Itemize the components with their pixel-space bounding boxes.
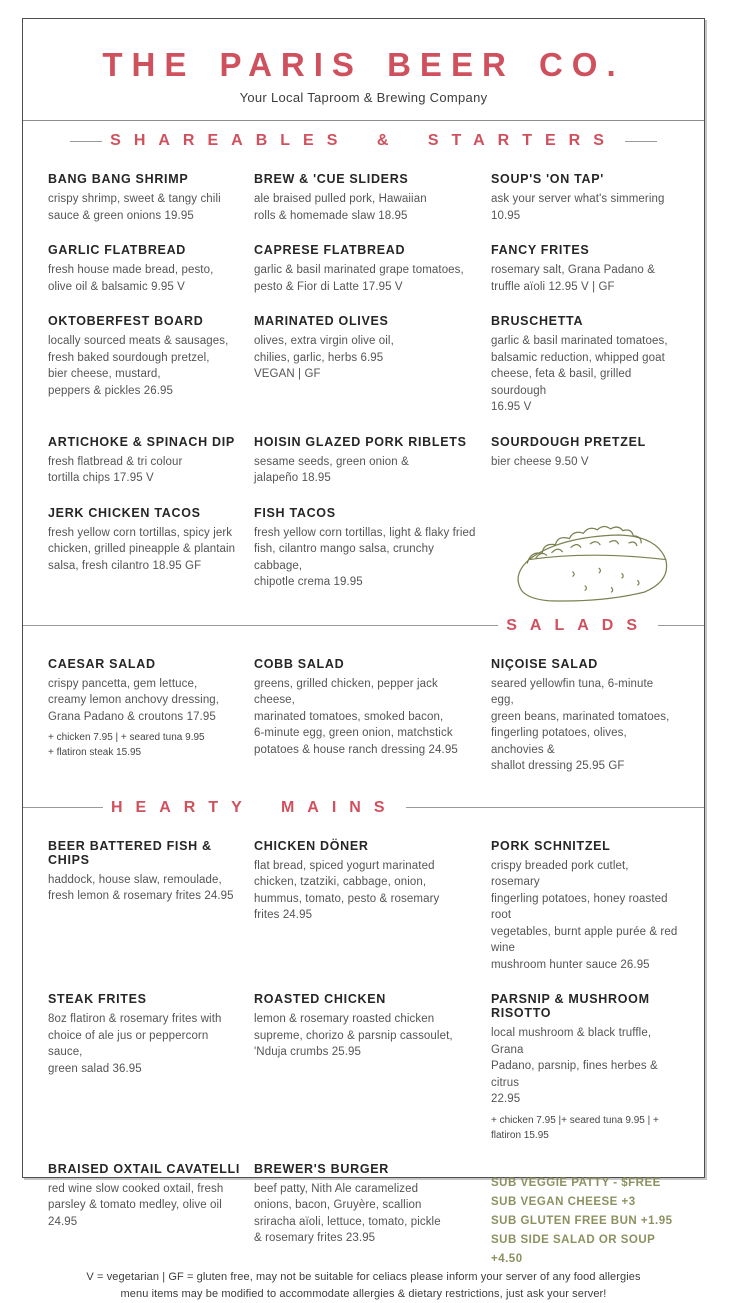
dietary-note: [23, 1269, 704, 1303]
menu-item-jerk-chicken-tacos: JERK CHICKEN TACOS fresh yellow corn tortillas, spicy jerk chicken, grilled pineapple & plantain salsa, fresh cilantro 18.95 GF: [48, 505, 236, 572]
risotto-addons: + chicken 7.95 |+ seared tuna 9.95 | + flatiron 15.95: [491, 1114, 659, 1141]
menu-item-artichoke-spinach-dip: ARTICHOKE & SPINACH DIP fresh flatbread & tri colour tortilla chips 17.95 V: [48, 434, 235, 484]
heading-rule-left: [23, 625, 498, 626]
section-title: SALADS: [506, 616, 650, 634]
menu-item-sourdough-pretzel: SOURDOUGH PRETZEL bier cheese 9.50 V: [491, 434, 646, 468]
menu-item-chicken-doner: CHICKEN DÖNER flat bread, spiced yogurt marinated chicken, tzatziki, cabbage, onion, hummus, tomato, pesto & rosemary frites 24.95: [254, 838, 440, 921]
menu-item-bruschetta: BRUSCHETTA garlic & basil marinated tomatoes, balsamic reduction, whipped goat cheese, feta & basil, grilled sourdough 16.95 V: [491, 314, 668, 413]
menu-item-roasted-chicken: ROASTED CHICKEN lemon & rosemary roasted chicken supreme, chorizo & parsnip cassoulet, 'Nduja crumbs 25.95: [254, 992, 453, 1058]
menu-item-steak-frites: STEAK FRITES 8oz flatiron & rosemary frites with choice of ale jus or peppercorn sauce, green salad 36.95: [48, 992, 222, 1075]
heading-rule-right: [406, 807, 705, 808]
menu-item-brew-cue-sliders: BREW & 'CUE SLIDERS ale braised pulled pork, Hawaiian rolls & homemade slaw 18.95: [254, 172, 427, 222]
dietary-note-line2: menu items may be modified to accommodate allergies & dietary restrictions, just ask your server!: [120, 1287, 607, 1300]
heading-rule-left: [23, 807, 103, 808]
mains-grid: [23, 839, 704, 1269]
substitutions-list: [491, 1162, 688, 1269]
section-heading-shareables: [23, 132, 704, 150]
heading-rule-left: [70, 141, 102, 142]
section-title: SHAREABLES & STARTERS: [110, 132, 617, 149]
menu-item-parsnip-mushroom-risotto: PARSNIP & MUSHROOM RISOTTO local mushroom & black truffle, Grana Padano, parsnip, fines herbes & citrus 22.95 + chicken 7.95 |+ seared tuna 9.95 | + flatiron 15.95: [491, 992, 688, 1143]
menu-item-hoisin-pork-riblets: HOISIN GLAZED PORK RIBLETS sesame seeds, green onion & jalapeño 18.95: [254, 434, 467, 484]
menu-item-caesar-salad: CAESAR SALAD crispy pancetta, gem lettuce, creamy lemon anchovy dressing, Grana Padano & croutons 17.95 + chicken 7.95 | + seared tuna 9.95 + flatiron steak 15.95: [48, 657, 254, 761]
section-heading-mains: [23, 799, 704, 817]
caesar-addons: + chicken 7.95 | + seared tuna 9.95 + flatiron steak 15.95: [48, 732, 205, 758]
sub-option: SUB GLUTEN FREE BUN +1.95: [491, 1214, 673, 1227]
section-title: HEARTY MAINS: [111, 798, 398, 816]
taco-illustration: [491, 506, 688, 606]
menu-item-nicoise-salad: NIÇOISE SALAD seared yellowfin tuna, 6-minute egg, green beans, marinated tomatoes, fingerling potatoes, olives, anchovies & shallot dressing 25.95 GF: [491, 656, 670, 772]
heading-rule-right: [625, 141, 657, 142]
header-divider: [23, 120, 704, 121]
section-heading-salads: [23, 617, 704, 635]
menu-item-soups-on-tap: SOUP'S 'ON TAP' ask your server what's simmering 10.95: [491, 172, 665, 222]
page-subtitle: Your Local Taproom & Brewing Company: [239, 90, 488, 105]
menu-item-marinated-olives: MARINATED OLIVES olives, extra virgin olive oil, chilies, garlic, herbs 6.95 VEGAN | GF: [254, 314, 394, 380]
menu-item-braised-oxtail-cavatelli: BRAISED OXTAIL CAVATELLI red wine slow cooked oxtail, fresh parsley & tomato medley, olive oil 24.95: [48, 1161, 241, 1228]
salads-grid: [23, 657, 704, 775]
menu-item-bang-bang-shrimp: BANG BANG SHRIMP crispy shrimp, sweet & tangy chili sauce & green onions 19.95: [48, 172, 221, 222]
menu-item-fancy-frites: FANCY FRITES rosemary salt, Grana Padano & truffle aïoli 12.95 V | GF: [491, 243, 655, 293]
sub-option: SUB VEGGIE PATTY - $FREE: [491, 1176, 661, 1189]
menu-item-brewers-burger: BREWER'S BURGER beef patty, Nith Ale caramelized onions, bacon, Gruyère, scallion sriracha aïoli, lettuce, tomato, pickle & rosemary frites 23.95: [254, 1161, 441, 1244]
menu-item-garlic-flatbread: GARLIC FLATBREAD fresh house made bread, pesto, olive oil & balsamic 9.95 V: [48, 243, 214, 293]
dietary-note-line1: V = vegetarian | GF = gluten free, may not be suitable for celiacs please inform your server of any food allergies: [86, 1270, 641, 1283]
taco-icon: [497, 514, 682, 606]
menu-item-oktoberfest-board: OKTOBERFEST BOARD locally sourced meats & sausages, fresh baked sourdough pretzel, bier cheese, mustard, peppers & pickles 26.95: [48, 314, 229, 397]
menu-item-cobb-salad: COBB SALAD greens, grilled chicken, pepper jack cheese, marinated tomatoes, smoked bacon, 6-minute egg, green onion, matchstick potatoes & house ranch dressing 24.95: [254, 656, 458, 756]
menu-item-caprese-flatbread: CAPRESE FLATBREAD garlic & basil marinated grape tomatoes, pesto & Fior di Latte 17.95 V: [254, 243, 464, 293]
sub-option: SUB VEGAN CHEESE +3: [491, 1195, 636, 1208]
menu-page: [22, 18, 705, 1300]
menu-item-pork-schnitzel: PORK SCHNITZEL crispy breaded pork cutlet, rosemary fingerling potatoes, honey roasted root vegetables, burnt apple purée & red wine mushroom hunter sauce 26.95: [491, 838, 678, 971]
shareables-grid: [23, 172, 704, 606]
menu-item-fish-tacos: FISH TACOS fresh yellow corn tortillas, light & flaky fried fish, cilantro mango salsa, crunchy cabbage, chipotle crema 19.95: [254, 505, 476, 588]
heading-rule-right: [658, 625, 704, 626]
sub-option: SUB SIDE SALAD OR SOUP +4.50: [491, 1233, 656, 1265]
menu-item-fish-and-chips: BEER BATTERED FISH & CHIPS haddock, house slaw, remoulade, fresh lemon & rosemary frites 24.95: [48, 838, 234, 902]
page-title: THE PARIS BEER CO.: [102, 46, 625, 83]
